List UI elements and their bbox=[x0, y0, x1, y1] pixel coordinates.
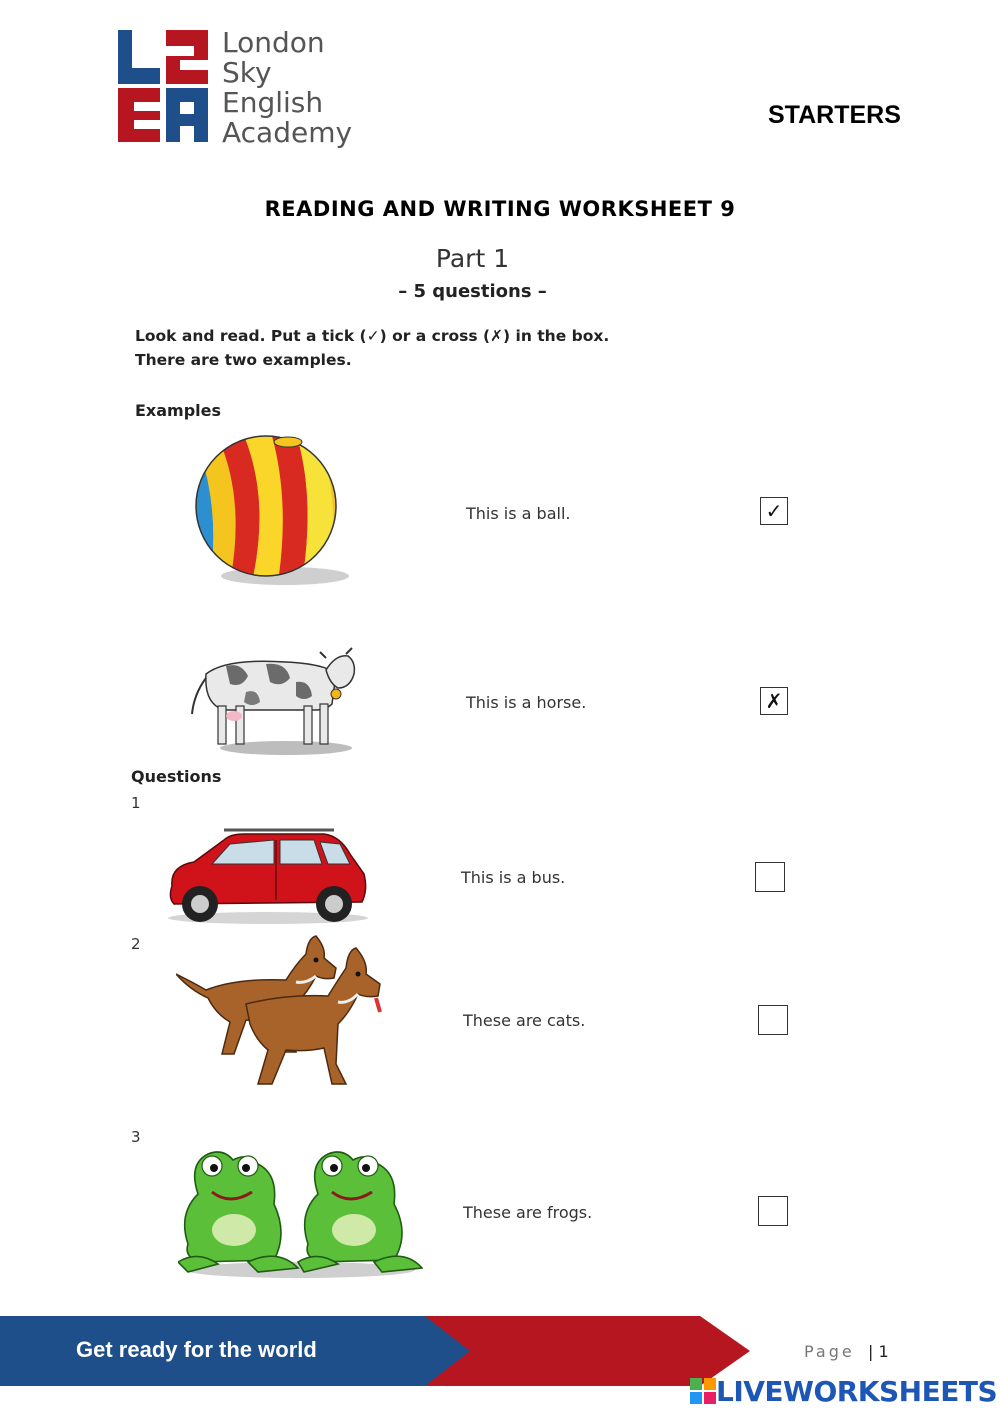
example-sentence: This is a ball. bbox=[466, 504, 571, 523]
instructions bbox=[135, 324, 609, 372]
question-sentence: These are frogs. bbox=[463, 1203, 593, 1222]
page-label: Page bbox=[804, 1342, 855, 1361]
worksheet-title: READING AND WRITING WORKSHEET 9 bbox=[264, 197, 736, 221]
svg-text:A: A bbox=[170, 138, 171, 139]
instruction-line: There are two examples. bbox=[135, 351, 352, 369]
question-number: 1 bbox=[131, 794, 141, 812]
academy-name-line: London bbox=[222, 26, 325, 59]
academy-name-line: Sky bbox=[222, 56, 272, 89]
academy-name-line: English bbox=[222, 86, 324, 119]
level-label: STARTERS bbox=[768, 101, 901, 129]
questions-label: Questions bbox=[131, 767, 222, 786]
part-title: Part 1 bbox=[435, 244, 510, 273]
answer-box-2[interactable] bbox=[758, 1005, 788, 1035]
page-number: | 1 bbox=[868, 1342, 889, 1361]
two-frogs-picture bbox=[178, 1144, 423, 1280]
svg-text:L: L bbox=[122, 78, 123, 79]
academy-name-line: Academy bbox=[222, 116, 353, 149]
examples-label: Examples bbox=[135, 401, 222, 420]
red-car-picture bbox=[164, 826, 372, 926]
part-subtitle: – 5 questions – bbox=[398, 281, 547, 302]
instruction-line: Look and read. Put a tick (✓) or a cross (✗) in the box. bbox=[135, 327, 610, 345]
svg-text:S: S bbox=[170, 78, 171, 79]
question-number: 2 bbox=[131, 935, 141, 953]
cow-picture bbox=[186, 644, 358, 756]
academy-name bbox=[222, 28, 352, 148]
question-sentence: These are cats. bbox=[463, 1011, 586, 1030]
beach-ball-picture bbox=[190, 432, 355, 588]
liveworksheets-wordmark: LIVEWORKSHEETS bbox=[716, 1374, 998, 1408]
example-answer-box: ✗ bbox=[760, 687, 788, 715]
answer-box-3[interactable] bbox=[758, 1196, 788, 1226]
example-sentence: This is a horse. bbox=[466, 693, 587, 712]
academy-logo bbox=[118, 30, 208, 142]
footer-tagline: Get ready for the world bbox=[76, 1337, 317, 1362]
liveworksheets-logo[interactable] bbox=[690, 1374, 997, 1408]
answer-box-1[interactable] bbox=[755, 862, 785, 892]
example-answer-box: ✓ bbox=[760, 497, 788, 525]
question-number: 3 bbox=[131, 1128, 141, 1146]
question-sentence: This is a bus. bbox=[461, 868, 566, 887]
two-dogs-picture bbox=[176, 934, 391, 1106]
svg-text:E: E bbox=[122, 138, 123, 139]
liveworksheets-icon bbox=[690, 1378, 716, 1404]
